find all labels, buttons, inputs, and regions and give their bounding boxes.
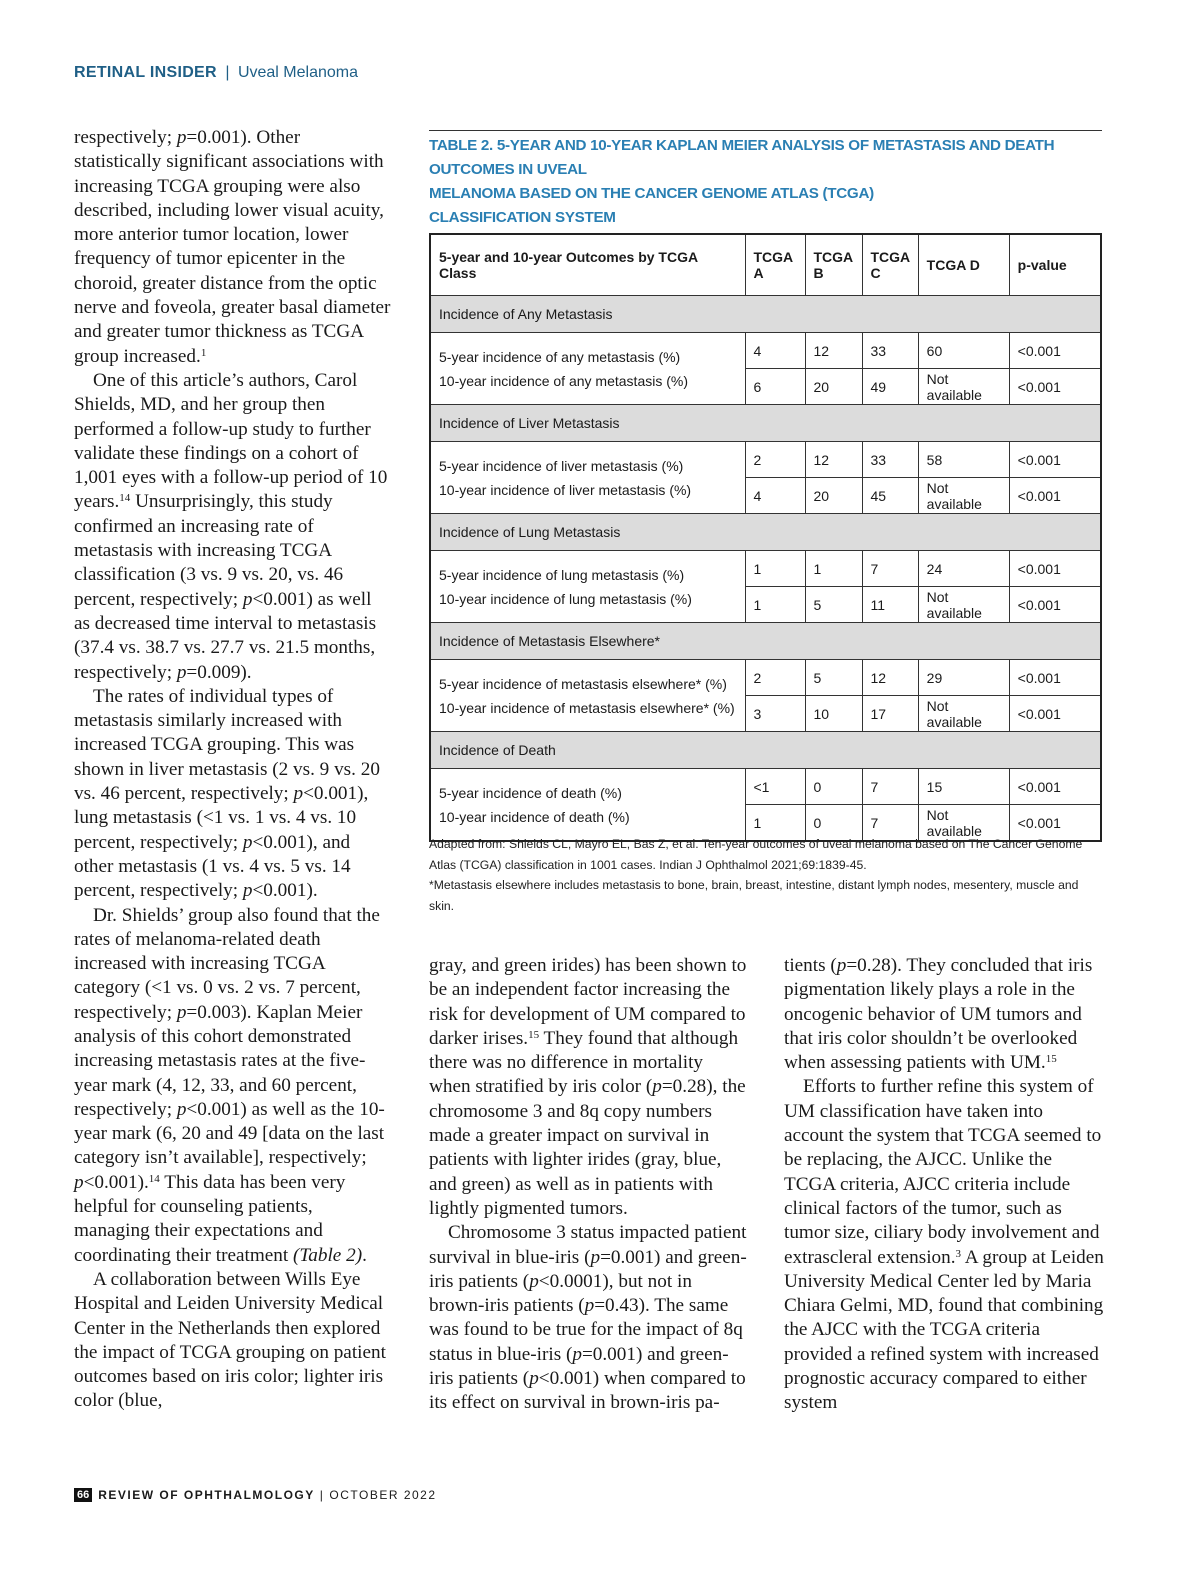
table-asterisk-note: *Metastasis elsewhere includes metastasis to bone, brain, breast, intestine, distant lymph nodes, mesentery, muscle and skin. [429,878,1079,913]
table-row [430,660,1101,696]
paragraph: tients (p=0.28). They concluded that iris pigmentation likely plays a role in the oncogenic behavior of UM tumors and that iris color shouldn’t be overlooked when assessing patients with UM.$^{15}$ [784,955,1093,1074]
table-cell: 0 [805,769,862,805]
table-cell: 5 [805,660,862,696]
paragraph: gray, and green irides) has been shown to be an independent factor increasing the risk for development of UM compared to darker irises.$^{15}$ They found that although there was no difference in mortality when stratified by iris color (p=0.28), the chromosome 3 and 8q copy numbers made a greater impact on survival in patients with lighter irides (gray, blue, and green) as well as in patients with lightly pigmented tumors. [429,955,747,1219]
table-group-row: Incidence of Any Metastasis [430,296,1101,333]
table-cell: 17 [862,696,918,732]
table-cell: 15 [918,769,1009,805]
table-cell: 20 [805,369,862,405]
column-header: TCGA B [805,234,862,296]
magazine-name: REVIEW OF OPHTHALMOLOGY [98,1488,315,1502]
issue-date: OCTOBER 2022 [329,1488,437,1502]
table-cell: 24 [918,551,1009,587]
table-cell: <0.001 [1009,442,1101,478]
table-cell: 29 [918,660,1009,696]
text-column-3 [784,954,1104,1416]
table-cell: 4 [745,478,805,514]
paragraph: respectively; p=0.001). Other statistically significant associations with increasing TCGA grouping were also described, including lower visual acuity, more anterior tumor location, lower frequency of tumor epicenter in the choroid, greater distance from the optic nerve and foveola, greater basal diameter and greater tumor thickness as TCGA group increased.$^1$ [74,127,391,367]
table-title: TABLE 2. 5-YEAR AND 10-YEAR KAPLAN MEIER ANALYSIS OF METASTASIS AND DEATH OUTCOMES IN UVEAL MELANOMA BASED ON THE CANCER GENOME ATLAS (TCGA) CLASSIFICATION SYSTEM [429,137,1055,226]
table-cell: <0.001 [1009,805,1101,842]
column-header: 5-year and 10-year Outcomes by TCGA Class [430,234,745,296]
text-column-1 [74,126,392,1414]
table-cell: <0.001 [1009,696,1101,732]
table-cell: Not available [918,369,1009,405]
table-cell: 33 [862,442,918,478]
table-reference: (Table 2) [292,1244,363,1266]
table-cell: 4 [745,333,805,369]
table-cell: 7 [862,769,918,805]
header-brand: RETINAL INSIDER [74,64,217,81]
outcome-labels: 5-year incidence of lung metastasis (%) 10-year incidence of lung metastasis (%) [430,551,745,623]
header-section: Uveal Melanoma [237,64,359,81]
column-header: TCGA D [918,234,1009,296]
table-cell: 1 [745,551,805,587]
table-cell: 60 [918,333,1009,369]
table-cell: 33 [862,333,918,369]
table-cell: <0.001 [1009,478,1101,514]
table-cell: 7 [862,805,918,842]
table-cell: <0.001 [1009,333,1101,369]
paragraph: Chromosome 3 status impacted patient survival in blue-iris (p=0.001) and green-iris patients (p<0.0001), but not in brown-iris patients (p=0.43). The same was found to be true for the impact of 8q status in blue-iris (p=0.001) and green-iris patients (p<0.001) when compared to its effect on survival in brown-iris pa- [429,1222,747,1414]
paragraph: Dr. Shields’ group also found that the rates of melanoma-related death increased with increasing TCGA category (<1 vs. 0 vs. 2 vs. 7 percent, respectively; p=0.003). Kaplan Meier analysis of this cohort demonstrated increasing metastasis rates at the five-year mark (4, 12, 33, and 60 percent, respectively; p<0.001) as well as the 10-year mark (6, 20 and 49 [data on the last category isn’t available], respectively; p<0.001).$^{14}$ This data has been very helpful for counseling patients, managing their expectations and coordinating their treatment (Table 2). [74,904,385,1266]
table-cell: 58 [918,442,1009,478]
column-header: TCGA A [745,234,805,296]
table-group-row: Incidence of Lung Metastasis [430,514,1101,551]
outcome-labels: 5-year incidence of metastasis elsewhere* (%) 10-year incidence of metastasis elsewhere* (%) [430,660,745,732]
table-cell: <0.001 [1009,660,1101,696]
table-cell: 10 [805,696,862,732]
paragraph: The rates of individual types of metastasis similarly increased with increased TCGA grouping. This was shown in liver metastasis (2 vs. 9 vs. 20 vs. 46 percent, respectively; p<0.001), lung metastasis (<1 vs. 1 vs. 4 vs. 10 percent, respectively; p<0.001), and other metastasis (1 vs. 4 vs. 5 vs. 14 percent, respectively; p<0.001). [74,685,380,902]
table-cell: 11 [862,587,918,623]
table-cell: 12 [805,333,862,369]
table-cell: Not available [918,805,1009,842]
page-header [74,64,358,82]
table-cell: <0.001 [1009,551,1101,587]
table-cell: 1 [745,587,805,623]
table-cell: 45 [862,478,918,514]
table-group-row: Incidence of Death [430,732,1101,769]
table-cell: 6 [745,369,805,405]
table-cell: <0.001 [1009,769,1101,805]
table-cell: 49 [862,369,918,405]
page-number: 66 [74,1488,92,1502]
header-separator: | [225,64,230,81]
table-cell: 2 [745,660,805,696]
table-cell: 7 [862,551,918,587]
table-group-row: Incidence of Metastasis Elsewhere* [430,623,1101,660]
paragraph: Efforts to further refine this system of UM classification have taken into account the system that TCGA seemed to be replacing, the AJCC. Unlike the TCGA criteria, AJCC criteria include clinical factors of the tumor, such as tumor size, ciliary body involvement and extrascleral extension.$^3$ A group at Leiden University Medical Center led by Maria Chiara Gelmi, MD, found that combining the AJCC with the TCGA criteria provided a refined system with increased prognostic accuracy compared to either system [784,1076,1104,1414]
table-cell: 5 [805,587,862,623]
footer-separator: | [319,1488,325,1502]
column-header: p-value [1009,234,1101,296]
paragraph: A collaboration between Wills Eye Hospital and Leiden University Medical Center in the Netherlands then explored the impact of TCGA grouping on patient outcomes based on iris color; lighter iris color (blue, [74,1268,386,1412]
table-cell: 12 [862,660,918,696]
table-cell: <1 [745,769,805,805]
table-row [430,551,1101,587]
outcome-labels: 5-year incidence of liver metastasis (%) 10-year incidence of liver metastasis (%) [430,442,745,514]
table-row [430,769,1101,805]
column-header: TCGA C [862,234,918,296]
table-cell: <0.001 [1009,587,1101,623]
outcome-labels: 5-year incidence of any metastasis (%) 10-year incidence of any metastasis (%) [430,333,745,405]
outcomes-table [429,233,1102,842]
table-cell: Not available [918,478,1009,514]
table-cell: 20 [805,478,862,514]
table-cell: 3 [745,696,805,732]
table-source-note: Adapted from: Shields CL, Mayro EL, Bas Z, et al. Ten-year outcomes of uveal melanoma based on The Cancer Genome Atlas (TCGA) classification in 1001 cases. Indian J Ophthalmol 2021;69:1839-45. [429,837,1083,872]
table-cell: Not available [918,696,1009,732]
table-cell: 12 [805,442,862,478]
table-group-row: Incidence of Liver Metastasis [430,405,1101,442]
table-notes [429,834,1102,916]
table-cell: Not available [918,587,1009,623]
table-row [430,442,1101,478]
table-2 [429,130,1102,842]
outcome-labels: 5-year incidence of death (%) 10-year incidence of death (%) [430,769,745,842]
table-cell: 1 [745,805,805,842]
table-cell: 0 [805,805,862,842]
table-header-row [430,234,1101,296]
table-cell: <0.001 [1009,369,1101,405]
table-cell: 1 [805,551,862,587]
table-cell: 2 [745,442,805,478]
table-row [430,333,1101,369]
text-column-2 [429,954,749,1416]
page-footer [74,1488,437,1502]
paragraph: One of this article’s authors, Carol Shields, MD, and her group then performed a follow-up study to further validate these findings on a cohort of 1,001 eyes with a follow-up period of 10 years.$^{14}$ Unsurprisingly, this study confirmed an increasing rate of metastasis with increasing TCGA classification (3 vs. 9 vs. 20, vs. 46 percent, respectively; p<0.001) as well as decreased time interval to metastasis (37.4 vs. 38.7 vs. 27.7 vs. 21.5 months, respectively; p=0.009). [74,369,388,683]
